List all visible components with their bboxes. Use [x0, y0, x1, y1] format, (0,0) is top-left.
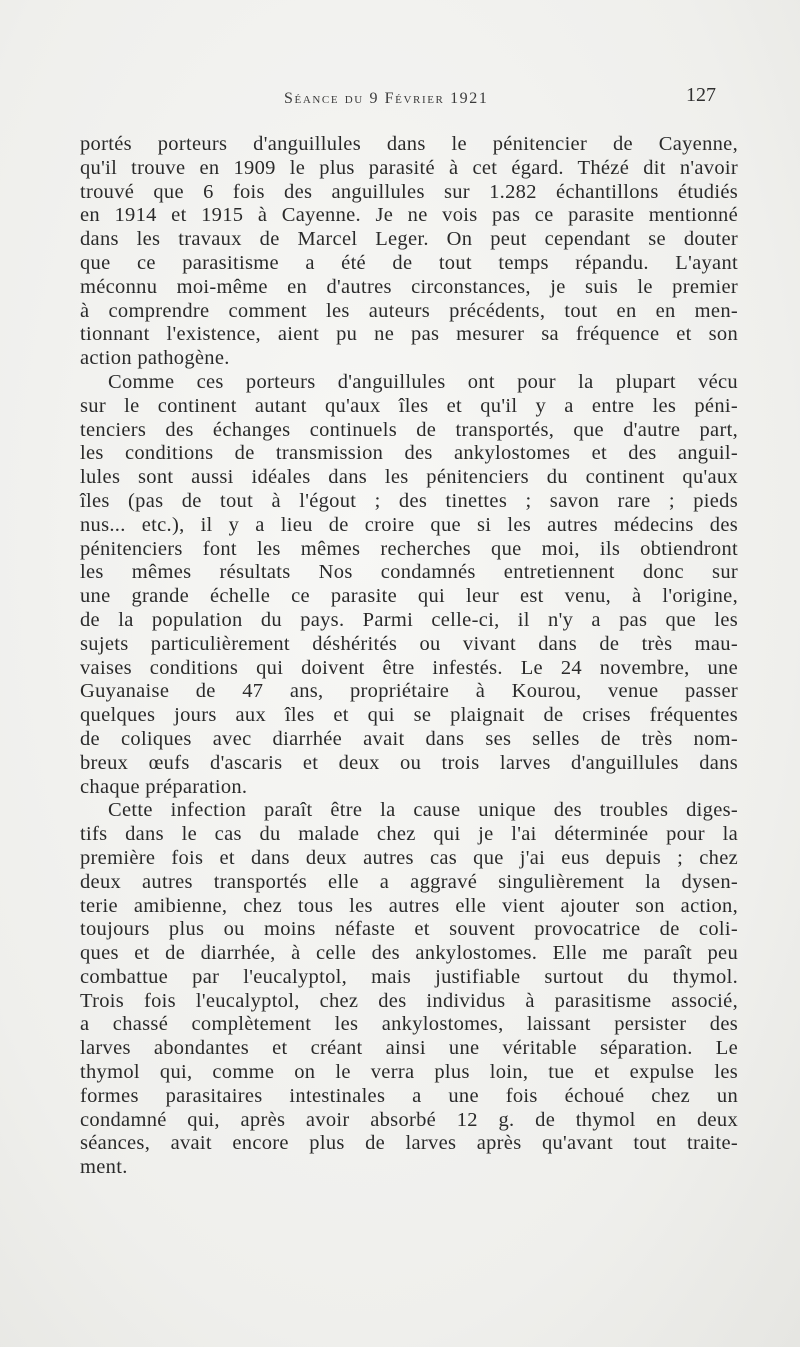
text-line: portés porteurs d'anguillules dans le pénitencier de Cayenne,: [80, 133, 738, 155]
text-line: combattue par l'eucalyptol, mais justifiable surtout du thymol.: [80, 965, 738, 988]
text-line: îles (pas de tout à l'égout ; des tinettes ; savon rare ; pieds: [80, 489, 738, 512]
text-line: qu'il trouve en 1909 le plus parasité à cet égard. Thézé dit n'avoir: [80, 156, 738, 179]
text-line: à comprendre comment les auteurs précédents, tout en en men-: [80, 299, 738, 322]
text-line: condamné qui, après avoir absorbé 12 g. de thymol en deux: [80, 1108, 738, 1131]
text-line: quelques jours aux îles et qui se plaignait de crises fréquentes: [80, 704, 738, 727]
text-line: chaque préparation.: [80, 775, 248, 798]
text-line: toujours plus ou moins néfaste et souvent provocatrice de coli-: [80, 918, 738, 941]
text-line: de coliques avec diarrhée avait dans ses selles de très nom-: [80, 727, 738, 750]
text-line: tenciers des échanges continuels de transportés, que d'autre part,: [80, 418, 738, 441]
text-line: Guyanaise de 47 ans, propriétaire à Kourou, venue passer: [80, 680, 738, 703]
text-line: que ce parasitisme a été de tout temps répandu. L'ayant: [80, 251, 738, 274]
text-line: formes parasitaires intestinales a une fois échoué chez un: [80, 1084, 738, 1107]
text-line: méconnu moi-même en d'autres circonstances, je suis le premier: [80, 275, 738, 298]
text-line: ment.: [80, 1156, 128, 1179]
text-line: dans les travaux de Marcel Leger. On peut cependant se douter: [80, 228, 738, 251]
text-line: nus... etc.), il y a lieu de croire que si les autres médecins des: [80, 513, 738, 536]
text-line: sur le continent autant qu'aux îles et qu'il y a entre les péni-: [80, 394, 738, 417]
text-line: ques et de diarrhée, à celle des ankylostomes. Elle me paraît peu: [80, 942, 738, 965]
text-line: larves abondantes et créant ainsi une véritable séparation. Le: [80, 1037, 738, 1060]
text-line: breux œufs d'ascaris et deux ou trois larves d'anguillules dans: [80, 751, 738, 774]
text-line: Comme ces porteurs d'anguillules ont pour la plupart vécu: [108, 370, 738, 393]
text-line: les mêmes résultats Nos condamnés entretiennent donc sur: [80, 561, 738, 584]
text-line: sujets particulièrement déshérités ou vivant dans de très mau-: [80, 632, 738, 655]
text-line: deux autres transportés elle a aggravé singulièrement la dysen-: [80, 870, 738, 893]
text-line: séances, avait encore plus de larves après qu'avant tout traite-: [80, 1132, 738, 1155]
text-line: a chassé complètement les ankylostomes, laissant persister des: [80, 1013, 738, 1036]
running-title: Séance du 9 Février 1921: [284, 90, 489, 107]
text-line: terie amibienne, chez tous les autres elle vient ajouter son action,: [80, 894, 738, 917]
text-line: les conditions de transmission des ankylostomes et des anguil-: [80, 442, 738, 465]
text-line: première fois et dans deux autres cas que j'ai eus depuis ; chez: [80, 846, 738, 869]
page-number: 127: [686, 84, 716, 106]
text-line: thymol qui, comme on le verra plus loin, tue et expulse les: [80, 1061, 738, 1084]
text-line: pénitenciers font les mêmes recherches que moi, ils obtiendront: [80, 537, 738, 560]
text-line: tifs dans le cas du malade chez qui je l'ai déterminée pour la: [80, 823, 738, 846]
text-line: vaises conditions qui doivent être infestés. Le 24 novembre, une: [80, 656, 738, 679]
text-line: Trois fois l'eucalyptol, chez des individus à parasitisme associé,: [80, 989, 738, 1012]
text-line: en 1914 et 1915 à Cayenne. Je ne vois pas ce parasite mentionné: [80, 204, 738, 227]
text-line: action pathogène.: [80, 347, 230, 370]
text-line: trouvé que 6 fois des anguillules sur 1.282 échantillons étudiés: [80, 180, 738, 203]
text-line: de la population du pays. Parmi celle-ci, il n'y a pas que les: [80, 608, 738, 631]
text-line: Cette infection paraît être la cause unique des troubles diges-: [108, 799, 738, 822]
text-line: une grande échelle ce parasite qui leur est venu, à l'origine,: [80, 585, 738, 608]
text-line: tionnant l'existence, aient pu ne pas mesurer sa fréquence et son: [80, 323, 738, 346]
body-text: [80, 133, 738, 1180]
text-line: lules sont aussi idéales dans les pénitenciers du continent qu'aux: [80, 466, 738, 489]
running-head: [0, 84, 800, 114]
